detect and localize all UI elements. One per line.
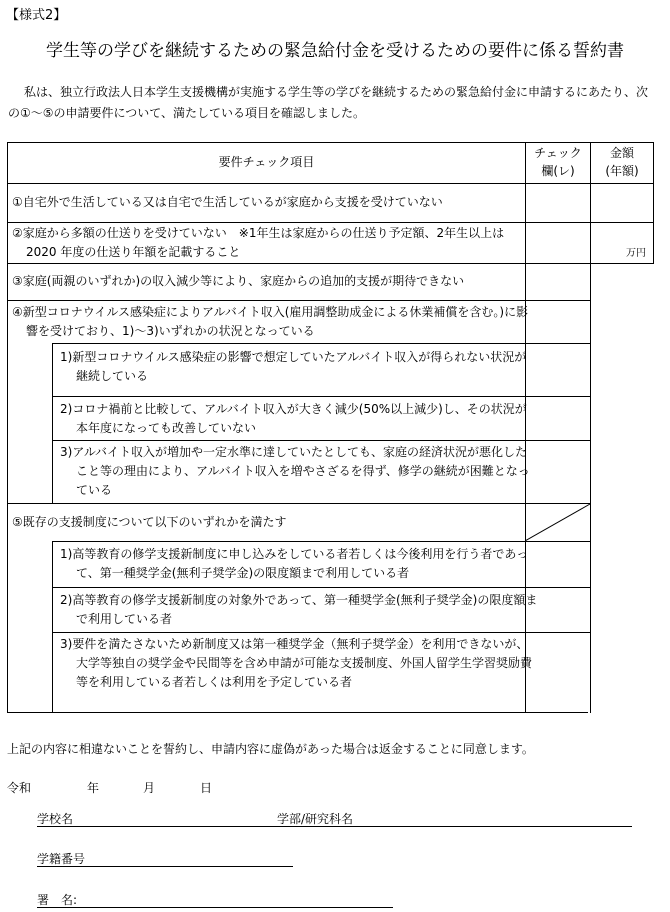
requirement-row-5-3: 3)要件を満たさないため新制度又は第一種奨学金（無利子奨学金）を利用できないが、大学等独自の奨学金や民間等を含め申請が可能な支援制度、外国人留学生学習奨励費等を利用している者若しくは利用を予定している者 xyxy=(60,637,533,689)
requirement-row-2: ②家庭から多額の仕送りを受けていない ※1年生は家庭からの仕送り予定額、2年生以上は 2020 年度の仕送り年額を記載すること xyxy=(12,226,505,259)
student-id-label: 学籍番号 xyxy=(37,852,86,866)
school-field[interactable] xyxy=(37,826,277,827)
requirement-row-5: ⑤既存の支援制度について以下のいずれかを満たす xyxy=(12,515,287,529)
header-check-line2: 欄(レ) xyxy=(541,164,575,178)
signature-field[interactable] xyxy=(37,907,393,908)
check-cell-1[interactable] xyxy=(526,184,590,222)
requirement-row-3: ③家庭(両親のいずれか)の収入減少等により、家庭からの追加的支援が期待できない xyxy=(12,274,465,288)
requirement-row-4-1: 1)新型コロナウイルス感染症の影響で想定していたアルバイト収入が得られない状況が継続している xyxy=(60,350,527,383)
date-month: 月 xyxy=(143,781,156,795)
date-year: 年 xyxy=(87,781,100,795)
signature-label: 署 名: xyxy=(37,893,78,907)
amount-cell[interactable] xyxy=(591,223,653,263)
requirement-row-4: ④新型コロナウイルス感染症によりアルバイト収入(雇用調整助成金による休業補償を含む。)に影響を受けており、1)～3)いずれかの状況となっている xyxy=(12,305,529,338)
header-check-line1: チェック xyxy=(534,146,582,160)
header-amount-line1: 金額 xyxy=(609,146,634,160)
header-amount-line2: (年額) xyxy=(605,164,639,178)
page-title: 学生等の学びを継続するための緊急給付金を受けるための要件に係る誓約書 xyxy=(46,41,624,61)
header-check xyxy=(526,144,590,180)
amount-unit: 万円 xyxy=(626,248,646,259)
student-id-field[interactable] xyxy=(37,866,293,867)
requirement-row-5-2: 2)高等教育の修学支援新制度の対象外であって、第一種奨学金(無利子奨学金)の限度額まで利用している者 xyxy=(60,593,538,626)
form-label: 【様式2】 xyxy=(6,8,67,23)
check-cell-2[interactable] xyxy=(526,223,590,263)
header-amount xyxy=(591,144,653,180)
pledge-text: 上記の内容に相違ないことを誓約し、申請内容に虚偽があった場合は返金することに同意します。 xyxy=(7,742,534,756)
faculty-label: 学部/研究科名 xyxy=(277,812,354,826)
intro-paragraph: 私は、独立行政法人日本学生支援機構が実施する学生等の学びを継続するための緊急給付金に申請するにあたり、次の①～⑤の申請要件について、満たしている項目を確認しました。 xyxy=(8,85,649,120)
header-item: 要件チェック項目 xyxy=(218,155,315,169)
requirement-row-1: ①自宅外で生活している又は自宅で生活しているが家庭から支援を受けていない xyxy=(12,195,443,209)
requirement-row-4-2: 2)コロナ禍前と比較して、アルバイト収入が大きく減少(50%以上減少)し、その状況が本年度になっても改善していない xyxy=(60,402,527,435)
date-day: 日 xyxy=(200,781,213,795)
check-cell-3[interactable] xyxy=(526,264,590,300)
school-label: 学校名 xyxy=(37,812,74,826)
requirement-row-4-3: 3)アルバイト収入が増加や一定水準に達していたとしても、家庭の経済状況が悪化したこと等の理由により、アルバイト収入を増やさざるを得ず、修学の継続が困難となっている xyxy=(60,445,530,497)
date-era: 令和 xyxy=(7,781,32,795)
requirement-row-5-1: 1)高等教育の修学支援新制度に申し込みをしている者若しくは今後利用を行う者であって、第一種奨学金(無利子奨学金)の限度額まで利用している者 xyxy=(60,547,529,580)
faculty-field[interactable] xyxy=(277,826,632,827)
